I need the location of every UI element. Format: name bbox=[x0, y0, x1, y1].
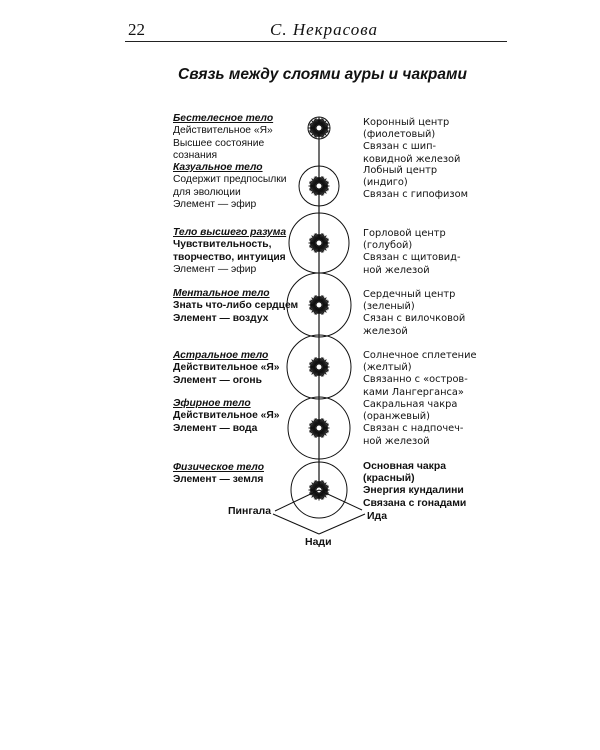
flower-ray bbox=[310, 128, 315, 129]
layer-line: Содержит предпосылки bbox=[173, 174, 287, 186]
layer-line: Действительное «Я» bbox=[173, 362, 280, 374]
layer-line: Элемент — вода bbox=[173, 422, 258, 434]
flower-ray bbox=[322, 304, 327, 305]
layer-block-higher-mind bbox=[173, 227, 286, 277]
flower-ray bbox=[318, 481, 319, 486]
channel-label-ida: Ида bbox=[367, 510, 388, 522]
flower-ray bbox=[310, 367, 315, 368]
chakra-line: Связан с шип- bbox=[363, 141, 437, 153]
chakra-line: Связана с гонадами bbox=[363, 497, 467, 509]
page-number: 22 bbox=[128, 20, 145, 39]
flower-center bbox=[316, 183, 322, 189]
channel-label-pingala: Пингала bbox=[228, 505, 272, 517]
layer-line: для эволюции bbox=[173, 186, 241, 198]
running-header-author: С. Некрасова bbox=[270, 20, 378, 39]
chakra-line: ной железой bbox=[363, 435, 430, 447]
chakra-line: Коронный центр bbox=[363, 117, 450, 128]
chakra-flower-brow bbox=[309, 176, 330, 197]
chakra-line: Основная чакра bbox=[363, 461, 447, 472]
flower-center bbox=[316, 425, 322, 431]
flower-ray bbox=[322, 127, 327, 128]
layer-line: Действительное «Я» bbox=[173, 410, 280, 422]
flower-ray bbox=[310, 428, 315, 429]
chakra-line: Связан с щитовид- bbox=[363, 252, 461, 264]
flower-ray bbox=[318, 296, 319, 301]
chakra-line: Связан с надпочеч- bbox=[363, 423, 464, 435]
chakra-flower-sacral bbox=[309, 418, 330, 439]
chakra-flower-throat bbox=[309, 233, 330, 254]
flower-ray bbox=[319, 431, 320, 436]
chakra-line: железой bbox=[363, 325, 408, 337]
chakra-line: Связан с гипофизом bbox=[363, 189, 468, 201]
chakra-block-sacral bbox=[363, 399, 463, 448]
layer-heading: Бестелесное тело bbox=[173, 113, 274, 124]
flower-ray bbox=[319, 370, 320, 375]
flower-ray bbox=[318, 177, 319, 182]
flower-ray bbox=[322, 242, 327, 243]
layer-line: сознания bbox=[173, 150, 218, 162]
chakra-flower-heart bbox=[309, 295, 330, 316]
flower-ray bbox=[318, 234, 319, 239]
chakra-block-solar-plexus bbox=[363, 350, 476, 399]
layer-block-causal bbox=[173, 162, 287, 212]
flower-ray bbox=[310, 490, 315, 491]
chakra-line: (красный) bbox=[363, 473, 415, 485]
layer-line: Знать что-либо сердцем bbox=[173, 300, 299, 312]
flower-ray bbox=[322, 185, 327, 186]
chakra-block-brow bbox=[363, 165, 468, 202]
layer-line: Чувствительность, bbox=[173, 239, 272, 251]
flower-ray bbox=[322, 489, 327, 490]
chakra-block-heart bbox=[363, 289, 465, 338]
layer-line: Элемент — огонь bbox=[173, 374, 262, 386]
flower-center bbox=[316, 302, 322, 308]
flower-ray bbox=[319, 493, 320, 498]
chakra-flower-solar-plexus bbox=[309, 357, 330, 378]
layer-heading: Ментальное тело bbox=[173, 288, 270, 299]
layer-heading: Астральное тело bbox=[173, 350, 269, 361]
flower-ray bbox=[318, 358, 319, 363]
layer-heading: Эфирное тело bbox=[173, 398, 251, 409]
chakra-line: (голубой) bbox=[363, 240, 413, 252]
chakra-line: (желтый) bbox=[363, 362, 412, 374]
flower-ray bbox=[318, 419, 319, 424]
chakra-line: (фиолетовый) bbox=[363, 129, 436, 141]
layer-block-physical bbox=[173, 462, 264, 487]
layer-block-mental bbox=[173, 288, 298, 325]
flower-ray bbox=[319, 246, 320, 251]
chakra-line: (оранжевый) bbox=[363, 411, 430, 423]
layer-line: Элемент — земля bbox=[173, 474, 264, 486]
flower-ray bbox=[318, 119, 319, 124]
chakra-line: ковидной железой bbox=[363, 153, 461, 165]
flower-ray bbox=[319, 131, 320, 136]
chakra-block-root bbox=[363, 461, 466, 510]
flower-center bbox=[316, 240, 322, 246]
chakra-line: Сязан с вилочковой bbox=[363, 313, 466, 325]
chakra-line: Солнечное сплетение bbox=[363, 350, 477, 361]
layer-line: Высшее состояние bbox=[173, 137, 265, 149]
chakra-block-throat bbox=[363, 228, 461, 277]
layer-block-etheric bbox=[173, 398, 280, 435]
chakra-line: (зеленый) bbox=[363, 301, 415, 313]
chakra-line: Связанно с «остров- bbox=[363, 374, 468, 386]
layer-heading: Физическое тело bbox=[173, 462, 264, 473]
layer-heading: Казуальное тело bbox=[173, 162, 263, 173]
chakra-block-crown bbox=[363, 117, 460, 166]
channel-label-nadi: Нади bbox=[305, 536, 332, 548]
chakra-line: ной железой bbox=[363, 264, 430, 276]
flower-ray bbox=[319, 308, 320, 313]
layer-line: Действительное «Я» bbox=[173, 125, 273, 137]
chakra-line: (индиго) bbox=[363, 177, 408, 189]
flower-ray bbox=[319, 189, 320, 194]
chakra-flower-crown bbox=[309, 118, 330, 139]
nadi-line-right bbox=[319, 490, 362, 510]
flower-ray bbox=[310, 186, 315, 187]
layer-line: Элемент — воздух bbox=[173, 312, 269, 324]
layer-line: Элемент — эфир bbox=[173, 264, 257, 276]
flower-center bbox=[316, 364, 322, 370]
layer-line: Элемент — эфир bbox=[173, 199, 257, 211]
flower-ray bbox=[310, 305, 315, 306]
chakra-line: Горловой центр bbox=[363, 228, 446, 239]
flower-ray bbox=[310, 243, 315, 244]
chakra-line: Сакральная чакра bbox=[363, 399, 458, 410]
diagram-title: Связь между слоями ауры и чакрами bbox=[178, 66, 467, 83]
flower-ray bbox=[322, 366, 327, 367]
layer-block-astral bbox=[173, 350, 280, 387]
layer-block-causeless bbox=[173, 113, 273, 163]
chakra-line: Энергия кундалини bbox=[363, 485, 464, 497]
layer-line: творчество, интуиция bbox=[173, 251, 286, 263]
chakra-line: Лобный центр bbox=[363, 165, 438, 176]
flower-center bbox=[316, 125, 322, 131]
layer-heading: Тело высшего разума bbox=[173, 227, 287, 238]
flower-ray bbox=[322, 427, 327, 428]
chakra-line: ками Лангерганса» bbox=[363, 386, 464, 398]
chakra-line: Сердечный центр bbox=[363, 289, 456, 300]
